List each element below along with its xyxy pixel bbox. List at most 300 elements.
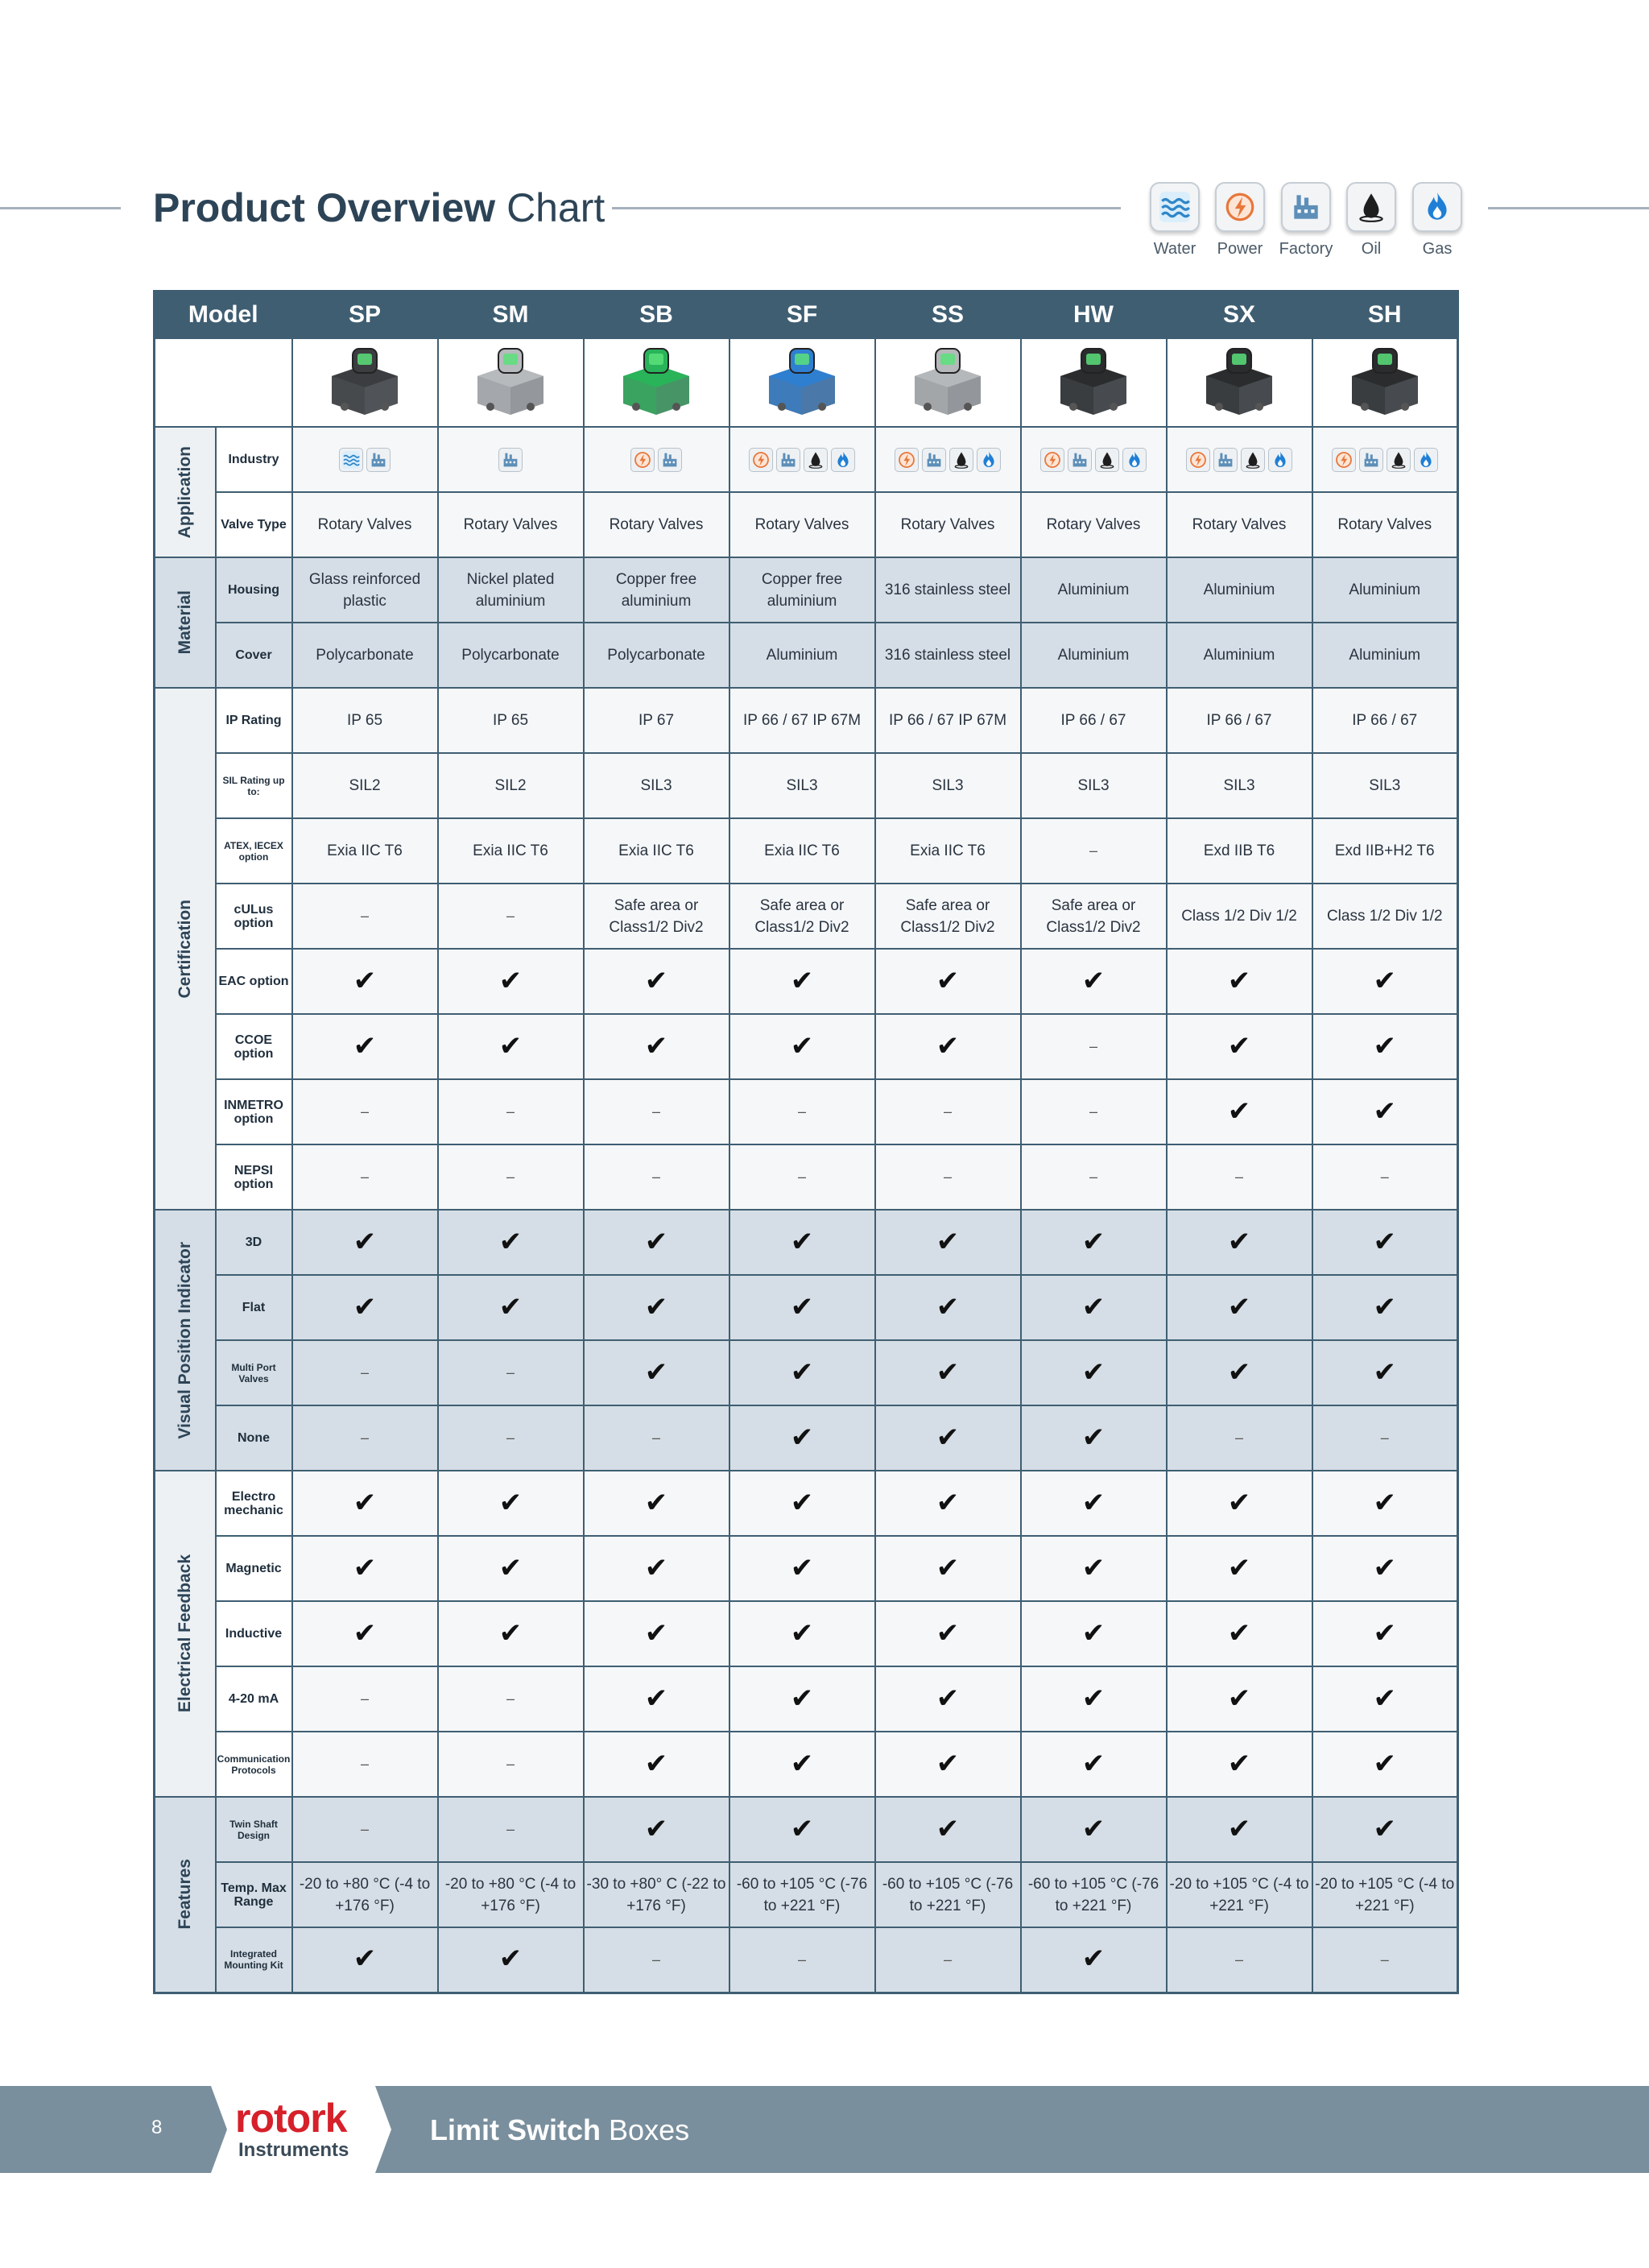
not-available-dash: – [651,1430,660,1446]
table-cell [1021,1862,1167,1927]
table-cell [1312,623,1458,688]
oil-icon [1095,448,1119,472]
check-mark-icon: ✔ [498,1487,523,1518]
table-cell [875,1144,1021,1210]
factory-icon [498,448,523,472]
product-overview-table [153,290,1459,1994]
table-cell [1312,1405,1458,1471]
check-mark-icon: ✔ [790,965,814,996]
table-cell [438,492,584,557]
cell-value: IP 66 / 67 [1206,712,1272,729]
row-label: Flat [216,1275,292,1340]
not-available-dash: – [1234,1169,1243,1185]
gas-icon [1412,182,1462,232]
cell-value: Exia IIC T6 [618,842,694,859]
check-mark-icon: ✔ [790,1552,814,1583]
not-available-dash: – [506,1691,515,1707]
table-cell [875,884,1021,949]
header-rule-left [0,207,121,209]
table-cell [1312,1797,1458,1862]
table-cell [1312,1732,1458,1797]
table-cell [1312,1210,1458,1275]
cell-value: IP 66 / 67 [1060,712,1126,729]
cell-value: Polycarbonate [607,647,705,664]
legend-item-gas [1404,182,1470,259]
table-cell [292,1666,438,1732]
table-cell [1021,1210,1167,1275]
table-cell [438,1797,584,1862]
table-cell [729,1405,875,1471]
water-icon [1150,182,1200,232]
table-cell [729,557,875,623]
model-header-sh: SH [1312,292,1458,339]
not-available-dash: – [943,1169,952,1185]
table-cell [438,688,584,753]
table-cell [1021,1340,1167,1405]
table-row [155,1862,1458,1927]
table-row [155,1275,1458,1340]
table-row [155,1340,1458,1405]
table-cell [292,1340,438,1405]
row-label: Integrated Mounting Kit [216,1927,292,1993]
table-row [155,1210,1458,1275]
table-cell [729,1079,875,1144]
check-mark-icon: ✔ [353,1552,377,1583]
check-mark-icon: ✔ [644,1682,668,1714]
legend-label: Factory [1279,240,1333,258]
table-cell [1312,1862,1458,1927]
check-mark-icon: ✔ [1227,1030,1251,1062]
table-cell [584,1927,729,1993]
table-cell [584,1536,729,1601]
row-label: None [216,1405,292,1471]
table-cell [292,1862,438,1927]
not-available-dash: – [797,1169,806,1185]
row-label: 4-20 mA [216,1666,292,1732]
cell-value: -60 to +105 °C (-76 to +221 °F) [1027,1875,1159,1914]
table-row [155,818,1458,884]
table-cell [1312,884,1458,949]
legend-item-water [1142,182,1208,259]
cell-value: Aluminium [1203,581,1275,598]
table-row [155,427,1458,492]
table-cell [292,884,438,949]
check-mark-icon: ✔ [498,1291,523,1322]
check-mark-icon: ✔ [936,965,960,996]
table-cell [584,557,729,623]
group-label-cell [155,427,216,557]
cell-value: 316 stainless steel [884,647,1011,664]
check-mark-icon: ✔ [1227,1487,1251,1518]
cell-value: Rotary Valves [317,516,412,533]
row-label: NEPSI option [216,1144,292,1210]
table-cell [438,1666,584,1732]
table-cell [1167,1927,1312,1993]
table-cell [1167,1340,1312,1405]
table-cell [1021,1144,1167,1210]
table-row [155,1405,1458,1471]
group-label-cell [155,688,216,1210]
check-mark-icon: ✔ [1081,965,1106,996]
not-available-dash: – [651,1169,660,1185]
table-cell [1312,1014,1458,1079]
table-cell [1167,1666,1312,1732]
check-mark-icon: ✔ [790,1487,814,1518]
check-mark-icon: ✔ [1373,1030,1396,1062]
table-cell [438,753,584,818]
check-mark-icon: ✔ [1081,1813,1106,1844]
table-cell [875,1536,1021,1601]
table-cell [1312,1927,1458,1993]
model-photo-sm [438,338,584,427]
table-cell [729,1340,875,1405]
not-available-dash: – [360,908,369,924]
check-mark-icon: ✔ [936,1291,960,1322]
not-available-dash: – [1380,1951,1389,1968]
check-mark-icon: ✔ [353,965,377,996]
check-mark-icon: ✔ [1227,1748,1251,1779]
cell-value: Rotary Valves [463,516,558,533]
table-row [155,492,1458,557]
page-number: 8 [151,2117,163,2138]
model-photo-hw [1021,338,1167,427]
legend-item-power [1207,182,1273,259]
table-cell [1021,1275,1167,1340]
not-available-dash: – [651,1951,660,1968]
row-label: INMETRO option [216,1079,292,1144]
not-available-dash: – [506,1103,515,1120]
table-cell [438,1601,584,1666]
check-mark-icon: ✔ [936,1682,960,1714]
row-label: IP Rating [216,688,292,753]
table-cell [1021,688,1167,753]
table-cell [729,1014,875,1079]
table-cell [584,1275,729,1340]
not-available-dash: – [797,1951,806,1968]
not-available-dash: – [360,1169,369,1185]
table-row [155,1014,1458,1079]
industry-icons-cell [292,427,438,492]
table-cell [875,1079,1021,1144]
table-cell [1021,492,1167,557]
factory-icon [922,448,946,472]
table-cell [729,818,875,884]
not-available-dash: – [1089,842,1097,859]
cell-value: SIL3 [1077,777,1110,794]
cell-value: Rotary Valves [754,516,849,533]
not-available-dash: – [360,1756,369,1772]
group-label: Certification [175,899,194,999]
check-mark-icon: ✔ [790,1226,814,1257]
industry-icons-cell [438,427,584,492]
group-label: Material [175,590,194,655]
table-cell [1021,1732,1167,1797]
switch-box-image [1049,342,1138,420]
table-cell [584,1862,729,1927]
legend-label: Oil [1361,240,1382,258]
table-cell [438,949,584,1014]
rotork-logo-subtitle: Instruments [238,2139,349,2161]
table-cell [1167,1405,1312,1471]
table-cell [875,492,1021,557]
gas-icon [1268,448,1292,472]
check-mark-icon: ✔ [790,1422,814,1453]
table-cell [1021,1079,1167,1144]
check-mark-icon: ✔ [644,1748,668,1779]
row-label: Multi Port Valves [216,1340,292,1405]
cell-value: Exia IIC T6 [327,842,403,859]
not-available-dash: – [506,1756,515,1772]
power-icon [630,448,655,472]
row-label: Twin Shaft Design [216,1797,292,1862]
table-cell [875,753,1021,818]
check-mark-icon: ✔ [790,1617,814,1649]
table-cell [1312,1666,1458,1732]
table-cell [1167,1144,1312,1210]
table-cell [584,1405,729,1471]
table-cell [729,1536,875,1601]
table-cell [1021,1405,1167,1471]
table-cell [292,1471,438,1536]
check-mark-icon: ✔ [644,1617,668,1649]
cell-value: IP 67 [638,712,675,729]
table-cell [438,1927,584,1993]
check-mark-icon: ✔ [1081,1356,1106,1388]
table-cell [1021,1536,1167,1601]
not-available-dash: – [1234,1951,1243,1968]
cell-value: SIL3 [786,777,818,794]
row-label: Cover [216,623,292,688]
power-icon [895,448,919,472]
switch-box-image [1341,342,1429,420]
check-mark-icon: ✔ [936,1226,960,1257]
table-cell [1167,1797,1312,1862]
factory-icon [1213,448,1238,472]
table-cell [875,1471,1021,1536]
check-mark-icon: ✔ [936,1552,960,1583]
table-cell [875,688,1021,753]
table-row [155,1732,1458,1797]
check-mark-icon: ✔ [353,1030,377,1062]
group-label-cell [155,1471,216,1797]
cell-value: Safe area or Class1/2 Div2 [900,896,995,936]
table-cell [292,1275,438,1340]
table-cell [292,818,438,884]
table-cell [1021,1927,1167,1993]
table-cell [1312,1275,1458,1340]
cell-value: 316 stainless steel [884,581,1011,598]
gas-icon [977,448,1001,472]
table-cell [1167,1210,1312,1275]
table-cell [1021,557,1167,623]
check-mark-icon: ✔ [644,1030,668,1062]
check-mark-icon: ✔ [790,1030,814,1062]
table-cell [729,1471,875,1536]
not-available-dash: – [651,1103,660,1120]
table-cell [729,492,875,557]
cell-value: Rotary Valves [900,516,995,533]
model-header-sb: SB [584,292,729,339]
row-label: Valve Type [216,492,292,557]
table-row [155,1601,1458,1666]
model-header-sm: SM [438,292,584,339]
cell-value: -20 to +105 °C (-4 to +221 °F) [1315,1875,1455,1914]
check-mark-icon: ✔ [790,1748,814,1779]
cell-value: Aluminium [1349,581,1421,598]
table-cell [1312,1144,1458,1210]
page-title: Product Overview Chart [153,185,605,230]
table-row [155,1927,1458,1993]
cell-value: -60 to +105 °C (-76 to +221 °F) [736,1875,868,1914]
cell-value: Class 1/2 Div 1/2 [1181,908,1297,925]
gas-icon [831,448,855,472]
table-cell [1167,688,1312,753]
not-available-dash: – [797,1103,806,1120]
switch-box-image [903,342,992,420]
table-cell [729,1732,875,1797]
table-cell [729,949,875,1014]
check-mark-icon: ✔ [1373,1748,1396,1779]
table-cell [1021,623,1167,688]
switch-box-image [758,342,846,420]
row-label: cULus option [216,884,292,949]
check-mark-icon: ✔ [644,1813,668,1844]
table-cell [584,818,729,884]
row-label: CCOE option [216,1014,292,1079]
table-cell [1021,1601,1167,1666]
industry-icons-cell [584,427,729,492]
group-label: Features [175,1859,194,1931]
model-header-row [155,292,1458,339]
check-mark-icon: ✔ [1227,1291,1251,1322]
row-label: ATEX, IECEX option [216,818,292,884]
group-label: Application [175,445,194,539]
cell-value: Rotary Valves [1192,516,1287,533]
table-cell [584,1079,729,1144]
table-cell [438,623,584,688]
check-mark-icon: ✔ [936,1748,960,1779]
table-cell [584,1340,729,1405]
check-mark-icon: ✔ [1227,1095,1251,1127]
industry-icons-cell [729,427,875,492]
table-cell [875,557,1021,623]
cell-value: IP 66 / 67 IP 67M [888,712,1007,729]
power-icon [1215,182,1265,232]
cell-value: Exia IIC T6 [473,842,548,859]
check-mark-icon: ✔ [790,1682,814,1714]
table-cell [1021,884,1167,949]
table-cell [729,1601,875,1666]
table-cell [875,1797,1021,1862]
cell-value: Exd IIB T6 [1203,842,1275,859]
table-cell [292,557,438,623]
check-mark-icon: ✔ [353,1226,377,1257]
table-cell [729,753,875,818]
model-header-ss: SS [875,292,1021,339]
table-cell [875,1601,1021,1666]
check-mark-icon: ✔ [1373,1552,1396,1583]
check-mark-icon: ✔ [1081,1487,1106,1518]
factory-icon [1359,448,1383,472]
table-cell [1312,1079,1458,1144]
cell-value: Rotary Valves [1337,516,1432,533]
table-cell [1312,492,1458,557]
check-mark-icon: ✔ [1081,1422,1106,1453]
check-mark-icon: ✔ [1081,1226,1106,1257]
table-cell [584,1601,729,1666]
cell-value: Aluminium [1349,647,1421,664]
not-available-dash: – [506,1821,515,1837]
cell-value: Exia IIC T6 [764,842,840,859]
cell-value: SIL2 [349,777,381,794]
table-cell [875,1275,1021,1340]
row-label: EAC option [216,949,292,1014]
table-cell [1167,1275,1312,1340]
table-cell [1021,753,1167,818]
check-mark-icon: ✔ [790,1291,814,1322]
model-photo-sb [584,338,729,427]
check-mark-icon: ✔ [1373,1682,1396,1714]
not-available-dash: – [1380,1430,1389,1446]
table-cell [438,818,584,884]
table-cell [438,1732,584,1797]
table-row [155,753,1458,818]
check-mark-icon: ✔ [1373,1291,1396,1322]
table-cell [438,1340,584,1405]
row-label: SIL Rating up to: [216,753,292,818]
check-mark-icon: ✔ [353,1943,377,1975]
table-row [155,1536,1458,1601]
check-mark-icon: ✔ [790,1813,814,1844]
table-cell [1167,884,1312,949]
table-cell [1167,1079,1312,1144]
check-mark-icon: ✔ [1081,1617,1106,1649]
table-cell [292,753,438,818]
factory-icon [776,448,800,472]
table-cell [584,1471,729,1536]
table-cell [584,1014,729,1079]
table-cell [292,1405,438,1471]
table-cell [1167,1732,1312,1797]
check-mark-icon: ✔ [790,1356,814,1388]
header-rule-right [1488,207,1649,209]
check-mark-icon: ✔ [1081,1552,1106,1583]
check-mark-icon: ✔ [1373,1617,1396,1649]
table-cell [292,1079,438,1144]
footer-title: Limit Switch Boxes [430,2113,690,2146]
table-cell [875,1666,1021,1732]
table-cell [875,1405,1021,1471]
table-row [155,557,1458,623]
cell-value: Safe area or Class1/2 Div2 [754,896,849,936]
cell-value: Aluminium [1057,581,1130,598]
check-mark-icon: ✔ [1081,1943,1106,1975]
table-row [155,949,1458,1014]
not-available-dash: – [1089,1103,1097,1120]
row-label: Magnetic [216,1536,292,1601]
factory-icon [366,448,391,472]
table-cell [1021,1797,1167,1862]
cell-value: IP 66 / 67 IP 67M [742,712,862,729]
table-cell [438,1405,584,1471]
table-cell [875,1014,1021,1079]
gas-icon [1414,448,1438,472]
table-row [155,884,1458,949]
photo-row-blank [155,338,292,427]
row-label: 3D [216,1210,292,1275]
table-cell [1167,1862,1312,1927]
check-mark-icon: ✔ [936,1617,960,1649]
